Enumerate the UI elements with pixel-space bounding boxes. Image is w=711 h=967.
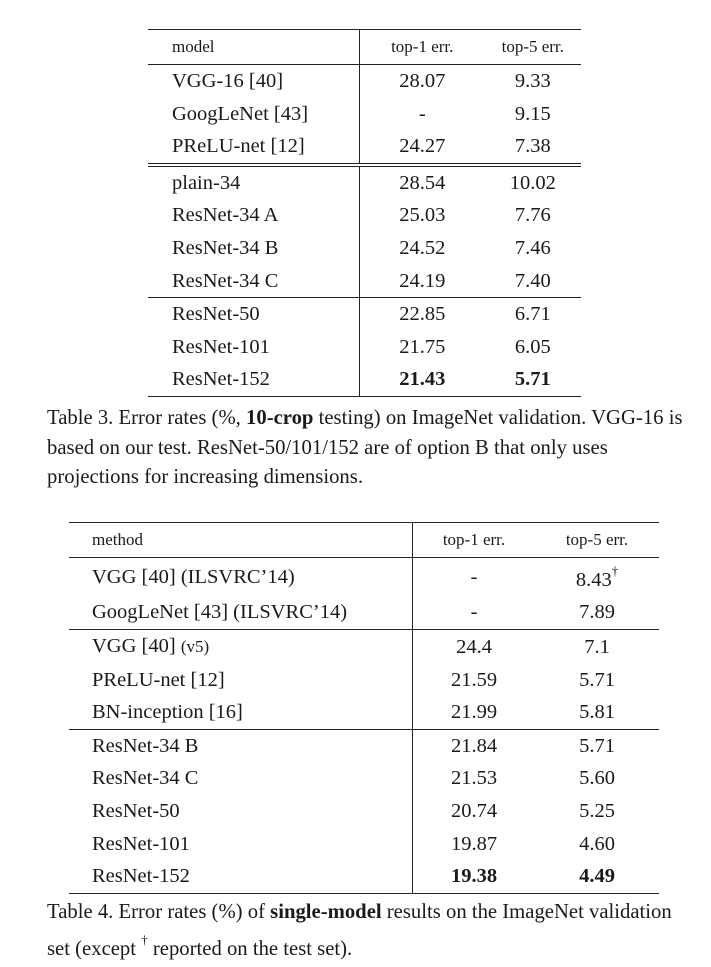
table-header-row (148, 30, 581, 65)
table-row (69, 762, 659, 795)
header-top1: top-1 err. (359, 30, 484, 65)
row-name: GoogLeNet [43] (ILSVRC’14) (69, 596, 413, 629)
table-row (69, 860, 659, 893)
row-top1: 28.54 (359, 165, 484, 200)
table-row (69, 729, 659, 762)
row-top1: 21.75 (399, 335, 446, 358)
table-row (148, 298, 581, 331)
caption-emphasis: 10-crop (246, 407, 314, 429)
row-top1: 21.53 (450, 767, 498, 790)
row-name: ResNet-34 C (148, 265, 359, 298)
caption-emphasis: single-model (270, 901, 382, 923)
row-name: plain-34 (148, 165, 359, 200)
table-row (148, 165, 581, 200)
header-top5: top-5 err. (535, 523, 659, 558)
row-name: ResNet-152 (69, 860, 413, 893)
row-name: ResNet-34 C (69, 762, 413, 795)
row-name (69, 630, 413, 664)
header-method: method (69, 523, 413, 558)
table-row (69, 828, 659, 861)
row-top5-best: 4.49 (579, 865, 615, 888)
row-name: ResNet-34 A (148, 199, 359, 232)
table-row (148, 199, 581, 232)
row-name: ResNet-152 (148, 363, 359, 396)
row-top5: 7.38 (514, 135, 551, 158)
caption-text: Table 3. Error rates (%, (47, 407, 247, 429)
table-row (148, 98, 581, 131)
row-top1: 21.84 (413, 729, 536, 762)
row-top1: 21.59 (450, 668, 498, 691)
row-top5-best: 5.71 (514, 368, 551, 391)
caption-text: reported on the test set). (147, 937, 353, 960)
row-name: ResNet-34 B (69, 729, 413, 762)
row-top5: 4.60 (579, 832, 615, 855)
table-row (148, 232, 581, 265)
table-row (69, 664, 659, 697)
row-top5: 9.15 (514, 102, 551, 125)
row-top5: 9.33 (514, 70, 551, 92)
row-top5: 7.46 (514, 236, 551, 259)
row-name: ResNet-50 (69, 795, 413, 828)
row-top5 (535, 558, 659, 597)
table-row (148, 363, 581, 396)
row-top1-best: 21.43 (399, 368, 446, 391)
table-row (69, 596, 659, 629)
table-row (69, 696, 659, 729)
row-top1: - (470, 565, 478, 588)
caption-text: Table 4. Error rates (%) of (47, 901, 271, 923)
row-name-suffix: (v5) (180, 637, 210, 657)
row-top5: 7.89 (579, 601, 615, 624)
header-top1: top-1 err. (413, 523, 536, 558)
row-top5: 5.71 (535, 729, 659, 762)
row-name: ResNet-101 (69, 828, 413, 861)
row-top5: 5.25 (579, 799, 615, 822)
row-top1: 22.85 (359, 298, 484, 331)
row-name: VGG-16 [40] (148, 65, 359, 98)
table-row (69, 795, 659, 828)
table-row (148, 265, 581, 298)
table-3 (148, 29, 581, 397)
dagger-mark: † (141, 931, 148, 947)
table-row (69, 630, 659, 664)
row-name: BN-inception [16] (69, 696, 413, 729)
row-top1: 24.19 (399, 269, 446, 292)
table-row (148, 130, 581, 165)
row-name: ResNet-50 (148, 298, 359, 331)
row-top1: - (470, 601, 478, 624)
row-top5: 7.40 (514, 269, 551, 292)
header-model: model (148, 30, 359, 65)
row-top1: 24.27 (399, 135, 446, 158)
row-top5-value: 8.43 (575, 568, 612, 591)
row-name: PReLU-net [12] (69, 664, 413, 697)
row-top5: 7.1 (535, 630, 659, 664)
row-top1: 28.07 (399, 70, 446, 92)
row-top5: 5.60 (579, 767, 615, 790)
row-name: ResNet-101 (148, 331, 359, 364)
table-4-caption (47, 898, 697, 964)
table-row (148, 65, 581, 98)
row-top1: 19.87 (450, 832, 498, 855)
row-name: VGG [40] (ILSVRC’14) (69, 558, 413, 597)
row-name-text: VGG [40] (92, 635, 176, 658)
dagger-mark: † (611, 563, 619, 578)
row-top1: 24.52 (399, 236, 446, 259)
row-top5: 10.02 (485, 165, 581, 200)
row-name: GoogLeNet [43] (148, 98, 359, 131)
row-top5: 5.71 (579, 668, 615, 691)
row-top5: 6.05 (514, 335, 551, 358)
table-row (69, 558, 659, 597)
table-3-caption (47, 404, 697, 493)
row-top1: 20.74 (450, 799, 498, 822)
row-top1: - (418, 102, 426, 125)
table-row (148, 331, 581, 364)
row-top5: 7.76 (514, 204, 551, 227)
row-top1: 24.4 (413, 630, 536, 664)
table-header-row (69, 523, 659, 558)
row-top1-best: 19.38 (450, 865, 498, 888)
row-name: ResNet-34 B (148, 232, 359, 265)
table-4 (69, 522, 659, 894)
row-top1: 21.99 (450, 701, 498, 724)
row-top5: 6.71 (485, 298, 581, 331)
row-top5: 5.81 (579, 701, 615, 724)
row-name: PReLU-net [12] (148, 130, 359, 165)
caption-text: results on the ImageNet validation set (except (47, 901, 672, 960)
row-top1: 25.03 (399, 204, 446, 227)
caption-text: testing) on ImageNet validation. VGG-16 is based on our test. ResNet-50/101/152 are of option B that only uses projections for increasing dimensions. (47, 407, 683, 488)
header-top5: top-5 err. (485, 30, 581, 65)
